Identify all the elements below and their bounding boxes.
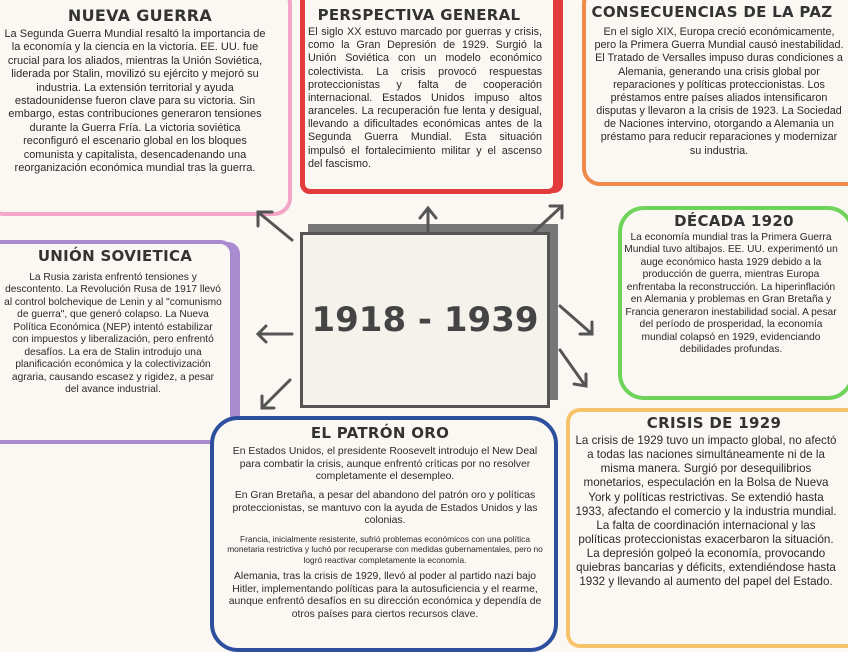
perspectiva-general-title: PERSPECTIVA GENERAL <box>317 6 521 24</box>
patron-oro-text-usa: En Estados Unidos, el presidente Roosevelt introdujo el New Deal para combatir la crisis, aunque enfrentó críticas por no resolver completamente el desempleo. <box>232 446 538 483</box>
crisis-1929-title: CRISIS DE 1929 <box>646 414 782 432</box>
consecuencias-paz-text: En el siglo XIX, Europa creció económicamente, pero la Primera Guerra Mundial causó inestabilidad. El Tratado de Versalles impuso duras condiciones a Alemania, generando una crisis global por reparaciones y políticas proteccionistas. Los préstamos entre países aliados intensificaron disputas y llevaron a la crisis de 1923. La Sociedad de Naciones intervino, otorgando a Alemania un préstamo para reducir reparaciones y modernizar su industria. <box>594 26 844 157</box>
decada-1920-text: La economía mundial tras la Primera Guerra Mundial tuvo altibajos. EE. UU. experimentó un auge económico hasta 1929 debido a la producción de guerra, mientras Europa enfrentaba la reconstrucción. La hiperinflación en Alemania y problemas en Gran Bretaña y Francia generaron inestabilidad social. A pesar del período de prosperidad, la economía mundial colapsó en 1929, evidenciando debilidades profundas. <box>624 232 838 355</box>
consecuencias-paz-title: CONSECUENCIAS DE LA PAZ <box>591 3 833 21</box>
crisis-1929-text: La crisis de 1929 tuvo un impacto global, no afectó a todas las naciones simultáneamente ni de la misma manera. Surgió por desequilibrios monetarios, especulación en la Bolsa de Nueva York y políticas restrictivas. Se extendió hasta 1933, afectando el comercio y la industria mundial. La falta de coordinación internacional y las políticas proteccionistas exacerbaron la situación. La depresión golpeó la economía, provocando quiebras bancarias y déficits, extendiéndose hasta 1932 y llevando al aumento del papel del Estado. <box>575 434 837 589</box>
decada-1920-title: DÉCADA 1920 <box>674 212 794 230</box>
nueva-guerra-text: La Segunda Guerra Mundial resaltó la importancia de la economía y la ciencia en la victoria. EE. UU. fue crucial para los aliados, mientras la Unión Soviética, liderada por Stalin, movilizó su ejército y mejoró su industria. La extensión territorial y ayuda estadounidense fueron clave para su victoria. Sin embargo, estas contribuciones generaron tensiones durante la Guerra Fría. La victoria soviética reconfiguró el escenario global en los bloques comunista y capitalista, desencadenando una reorganización económica mundial tras la guerra. <box>4 28 266 175</box>
patron-oro-title: EL PATRÓN ORO <box>310 424 450 442</box>
perspectiva-general-text: El siglo XX estuvo marcado por guerras y crisis, como la Gran Depresión de 1929. Surgió la Unión Soviética con un modelo económico colectivista. La crisis provocó respuestas proteccionistas y falta de cooperación internacional. Estados Unidos impuso altos aranceles. La recuperación fue lenta y desigual, llevando a dificultades económicas antes de la Segunda Guerra Mundial. Esta situación impulsó el fortalecimiento militar y el ascenso del fascismo. <box>308 26 542 170</box>
central-label: 1918 - 1939 <box>311 300 539 340</box>
arrow-to-nueva-guerra <box>258 212 292 240</box>
union-sovietica-text: La Rusia zarista enfrentó tensiones y descontento. La Revolución Rusa de 1917 llevó al control bolchevique de Lenin y al "comunismo de guerra", que generó colapso. La Nueva Política Económica (NEP) intentó estabilizar con impuestos y liberalización, pero enfrentó desafíos. La era de Stalin introdujo una planificación económica y la colectivización agraria, causando escasez y rigidez, a pesar del avance industrial. <box>4 272 222 395</box>
nueva-guerra-title: NUEVA GUERRA <box>67 6 213 25</box>
arrow-to-patron-oro <box>262 380 290 408</box>
patron-oro-text-germany: Alemania, tras la crisis de 1929, llevó al poder al partido nazi bajo Hitler, implementando políticas para la autosuficiencia y el rearme, aunque enfrentó desafíos en su dirección económica y dependía de otros países para ciertos recursos clave. <box>228 571 542 621</box>
patron-oro-text-france: Francia, inicialmente resistente, sufrió problemas económicos con una política monetaria restrictiva y luchó por recuperarse con medidas gubernamentales, pero no logró reactivar completamente la economía. <box>227 534 543 565</box>
patron-oro-text-britain: En Gran Bretaña, a pesar del abandono del patrón oro y políticas proteccionistas, se mantuvo con la ayuda de Estados Unidos y las colonias. <box>232 490 538 527</box>
arrow-to-decada-1920 <box>560 306 592 334</box>
arrow-to-crisis-1929 <box>560 350 584 384</box>
arrow-to-consecuencias <box>534 206 562 232</box>
union-sovietica-title: UNIÓN SOVIETICA <box>37 247 193 265</box>
